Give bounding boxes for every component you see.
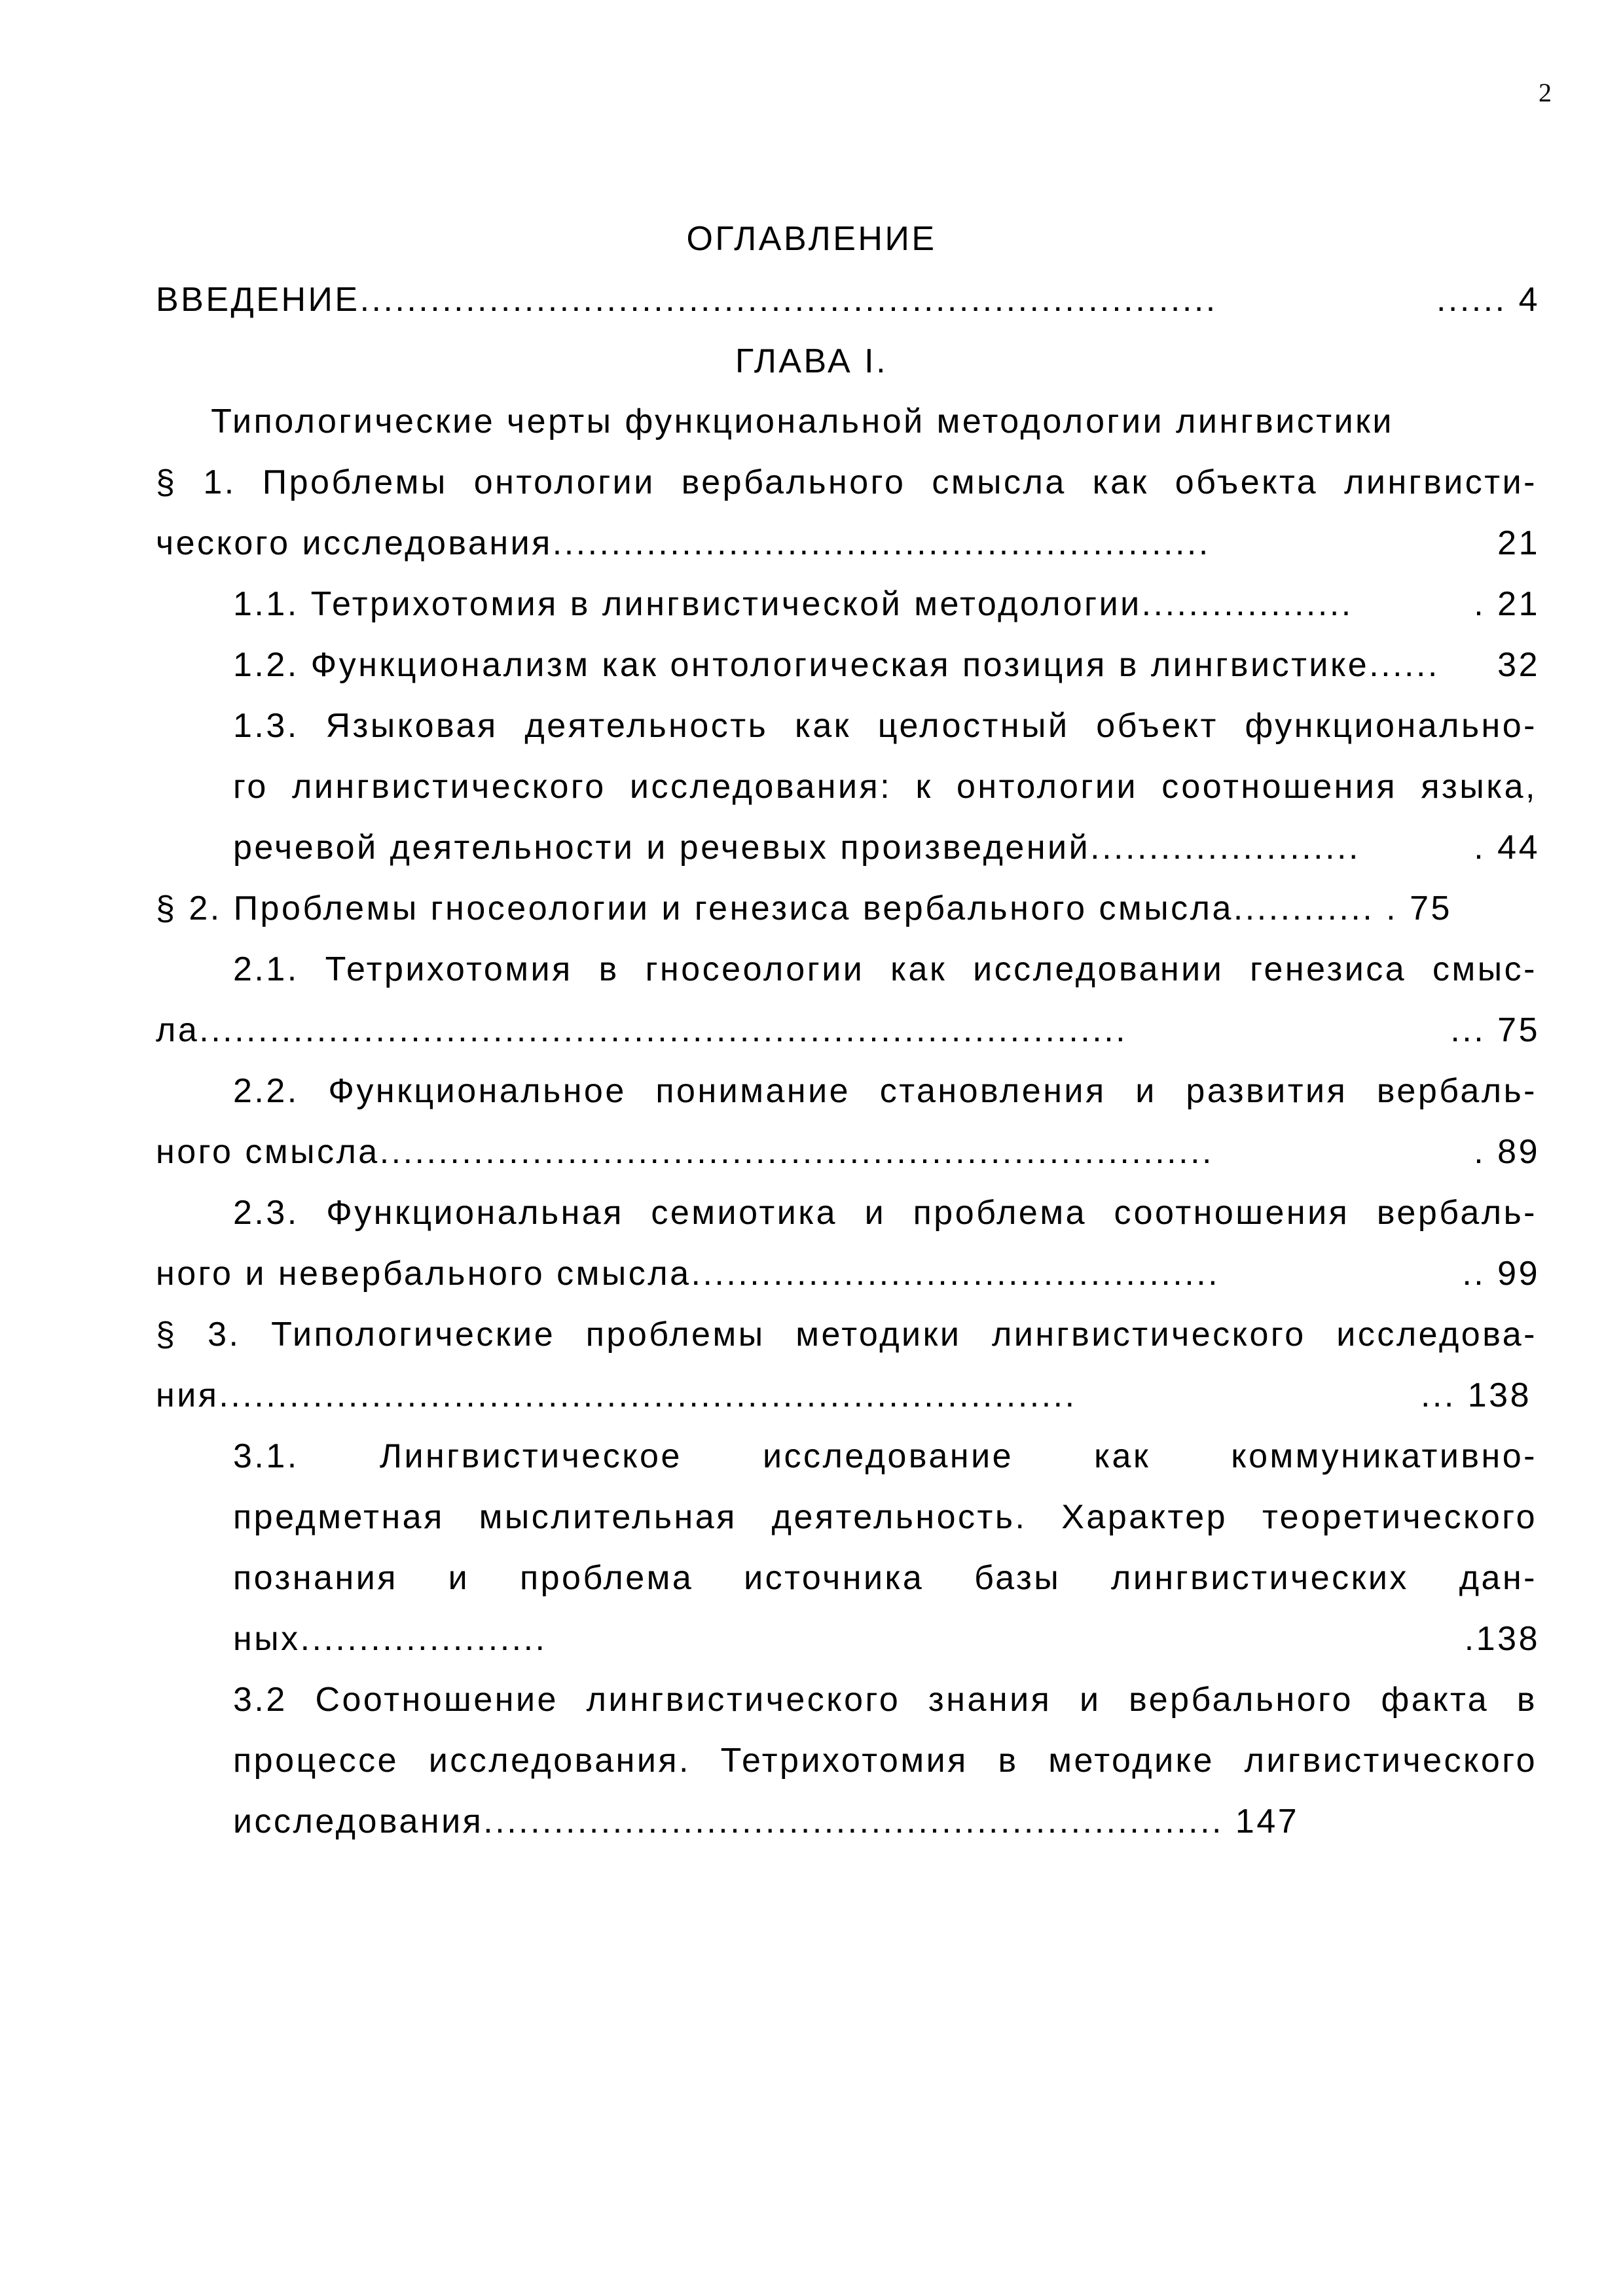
chapter-title: Типологические черты функциональной методологии лингвистики bbox=[211, 403, 1394, 440]
toc-subsection-1-1-page: . 21 bbox=[1474, 585, 1540, 623]
toc-subsection-1-2-page: 32 bbox=[1497, 646, 1540, 684]
toc-subsection-3-1-line3: познания и проблема источника базы лингвистических дан- bbox=[233, 1559, 1537, 1597]
toc-subsection-1-3-page: . 44 bbox=[1474, 829, 1540, 867]
toc-subsection-2-3-line2: ного и невербального смысла............................................. bbox=[156, 1255, 1220, 1293]
toc-section-3-line1: § 3. Типологические проблемы методики лингвистического исследова- bbox=[156, 1316, 1537, 1354]
toc-section-2: § 2. Проблемы гносеологии и генезиса вербального смысла............ . 75 bbox=[156, 889, 1452, 927]
toc-section-1-line1: § 1. Проблемы онтологии вербального смысла как объекта лингвисти- bbox=[156, 463, 1537, 501]
toc-subsection-3-2-line3: исследования............................................................... 147 bbox=[233, 1803, 1300, 1840]
toc-subsection-1-2: 1.2. Функционализм как онтологическая позиция в лингвистике...... bbox=[233, 646, 1440, 684]
toc-subsection-2-2-line1: 2.2. Функциональное понимание становления и развития вербаль- bbox=[233, 1072, 1537, 1110]
toc-intro-entry: ВВЕДЕНИЕ......................................................................... bbox=[156, 281, 1218, 319]
toc-title: ОГЛАВЛЕНИЕ bbox=[686, 220, 937, 258]
page-number: 2 bbox=[1539, 78, 1552, 107]
toc-subsection-3-2-line2: процессе исследования. Тетрихотомия в методике лигвистического bbox=[233, 1742, 1537, 1780]
toc-subsection-2-2-line2: ного смысла....................................................................... bbox=[156, 1133, 1214, 1171]
toc-subsection-2-1-page: ... 75 bbox=[1450, 1011, 1540, 1049]
toc-subsection-3-1-line1: 3.1. Лингвистическое исследование как коммуникативно- bbox=[233, 1437, 1537, 1475]
toc-subsection-2-2-page: . 89 bbox=[1474, 1133, 1540, 1171]
toc-subsection-2-3-line1: 2.3. Функциональная семиотика и проблема соотношения вербаль- bbox=[233, 1194, 1537, 1232]
toc-subsection-2-1-line2: ла............................................................................... bbox=[156, 1011, 1128, 1049]
toc-section-1-page: 21 bbox=[1497, 524, 1540, 562]
toc-section-3-line2: ния......................................................................... bbox=[156, 1376, 1077, 1414]
toc-subsection-2-3-page: .. 99 bbox=[1462, 1255, 1540, 1293]
toc-section-3-page: ... 138 bbox=[1420, 1376, 1531, 1414]
toc-subsection-3-1-page: .138 bbox=[1464, 1620, 1540, 1658]
chapter-heading: ГЛАВА I. bbox=[735, 342, 888, 380]
toc-subsection-2-1-line1: 2.1. Тетрихотомия в гносеологии как исследовании генезиса смыс- bbox=[233, 950, 1537, 988]
toc-subsection-3-2-line1: 3.2 Соотношение лингвистического знания и вербального факта в bbox=[233, 1681, 1537, 1719]
toc-section-1-line2: ческого исследования........................................................ bbox=[156, 524, 1211, 562]
toc-subsection-1-3-line3: речевой деятельности и речевых произведений....................... bbox=[233, 829, 1360, 867]
toc-subsection-1-3-line1: 1.3. Языковая деятельность как целостный объект функционально- bbox=[233, 707, 1537, 745]
toc-subsection-1-3-line2: го лингвистического исследования: к онтологии соотношения языка, bbox=[233, 768, 1537, 806]
toc-intro-page: ...... 4 bbox=[1436, 281, 1540, 319]
toc-subsection-3-1-line2: предметная мыслительная деятельность. Характер теоретического bbox=[233, 1498, 1537, 1536]
toc-subsection-1-1: 1.1. Тетрихотомия в лингвистической методологии.................. bbox=[233, 585, 1353, 623]
toc-subsection-3-1-line4: ных..................... bbox=[233, 1620, 547, 1658]
